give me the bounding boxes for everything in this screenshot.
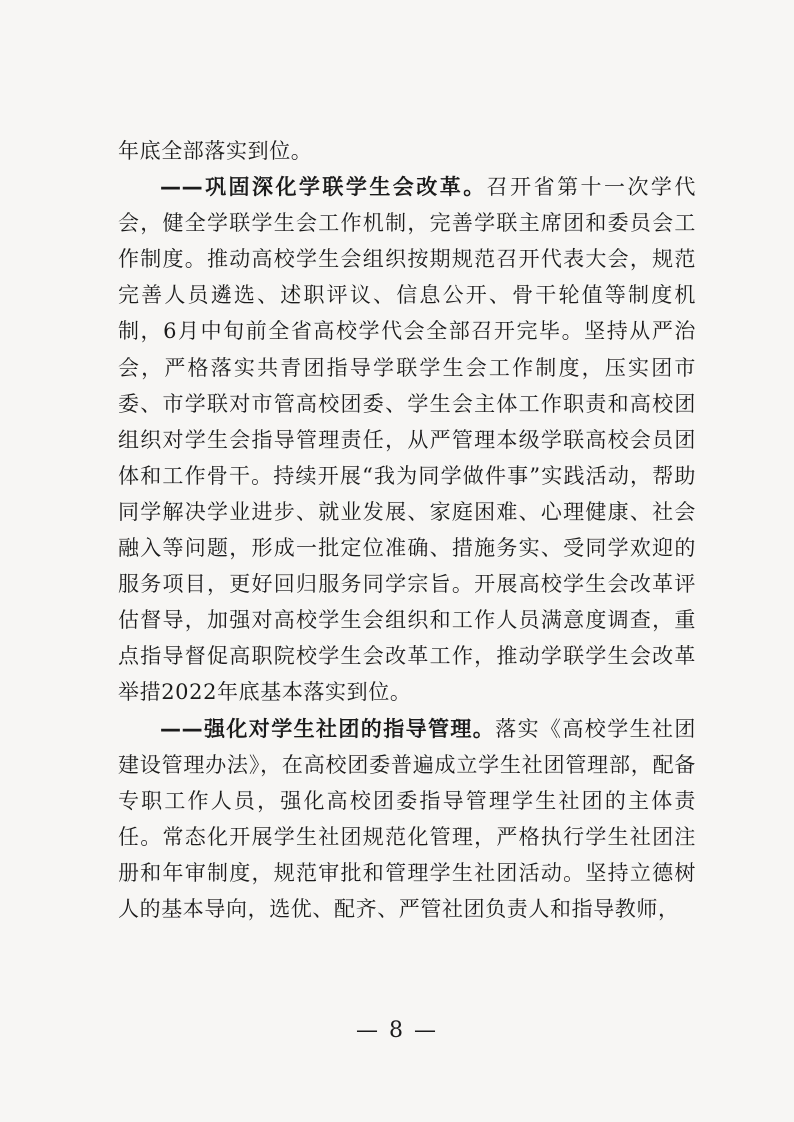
paragraph-3-text: 落实《高校学生社团建设管理办法》，在高校团委普遍成立学生社团管理部，配备专职工作人员，强化高校团委指导管理学生社团的主体责任。常态化开展学生社团规范化管理，严格执行学生社团注册和年审制度，规范审批和管理学生社团活动。坚持立德树人的基本导向，选优、配齐、严管社团负责人和指导教师， (118, 716, 696, 921)
page-number: — 8 — (356, 1018, 438, 1043)
document-body (118, 133, 696, 927)
paragraph-2 (118, 169, 696, 710)
paragraph-3 (118, 711, 696, 928)
paragraph-1-text: 年底全部落实到位。 (118, 139, 313, 163)
paragraph-1 (118, 133, 696, 169)
paragraph-2-heading: ——巩固深化学联学生会改革。 (160, 175, 487, 200)
paragraph-2-text: 召开省第十一次学代会，健全学联学生会工作机制，完善学联主席团和委员会工作制度。推动高校学生会组织按期规范召开代表大会，规范完善人员遴选、述职评议、信息公开、骨干轮值等制度机制，6月中旬前全省高校学代会全部召开完毕。坚持从严治会，严格落实共青团指导学联学生会工作制度，压实团市委、市学联对市管高校团委、学生会主体工作职责和高校团组织对学生会指导管理责任，从严管理本级学联高校会员团体和工作骨干。持续开展“我为同学做件事”实践活动，帮助同学解决学业进步、就业发展、家庭困难、心理健康、社会融入等问题，形成一批定位准确、措施务实、受同学欢迎的服务项目，更好回归服务同学宗旨。开展高校学生会改革评估督导，加强对高校学生会组织和工作人员满意度调查，重点指导督促高职院校学生会改革工作，推动学联学生会改革举措2022年底基本落实到位。 (118, 175, 696, 705)
paragraph-3-heading: ——强化对学生社团的指导管理。 (160, 716, 496, 741)
